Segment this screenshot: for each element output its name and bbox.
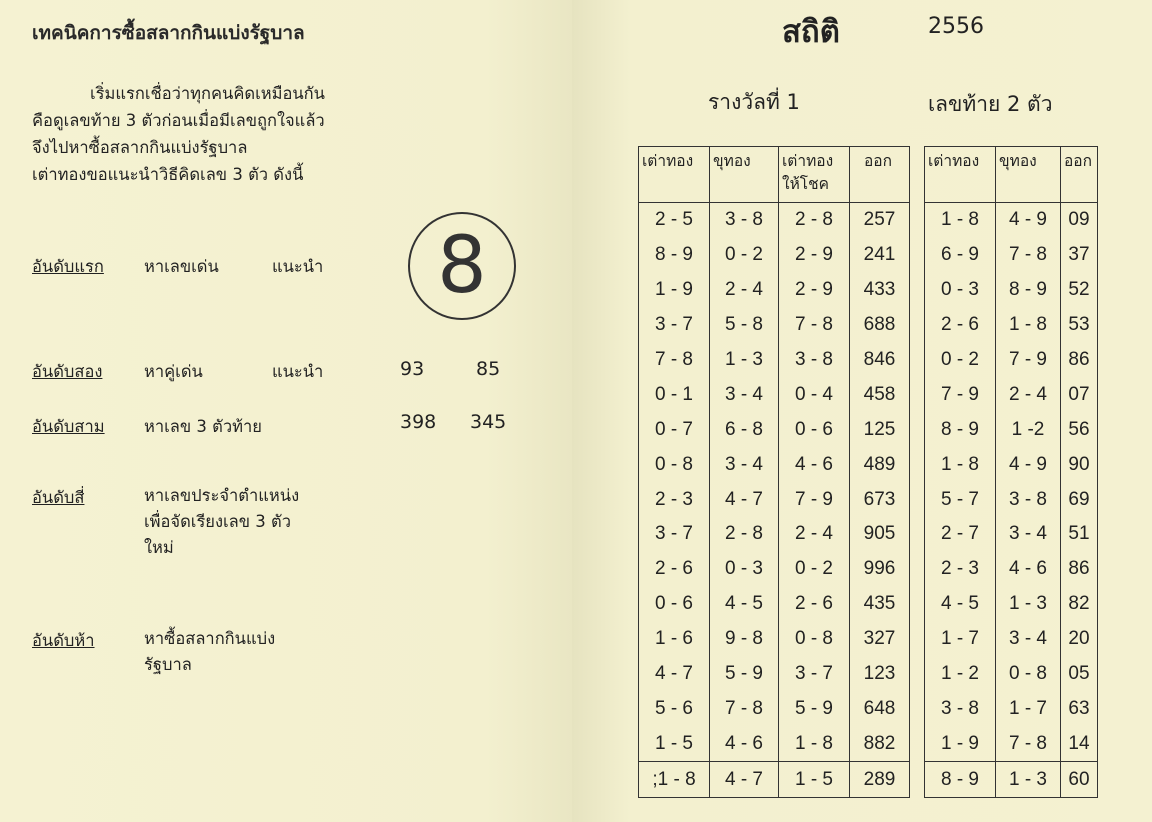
rank-2-number: 85	[476, 358, 501, 380]
table-cell: 4 - 9	[996, 447, 1061, 482]
table-cell: 1 - 8	[996, 308, 1061, 343]
table-cell: 7 - 9	[925, 377, 996, 412]
table-cell: 1 - 7	[925, 622, 996, 657]
table-cell: 5 - 8	[710, 308, 779, 343]
table-row	[639, 308, 910, 343]
table-cell: 327	[850, 622, 910, 657]
table-row	[639, 447, 910, 482]
table-cell: 2 - 6	[779, 587, 850, 622]
table-row	[925, 587, 1098, 622]
table-cell: 458	[850, 377, 910, 412]
table-cell: 09	[1061, 203, 1098, 238]
column-header: ขุทอง	[996, 147, 1061, 203]
intro-line: เริ่มแรกเชื่อว่าทุกคนคิดเหมือนกัน	[90, 84, 325, 103]
table-row	[925, 657, 1098, 692]
table-row	[925, 622, 1098, 657]
rank-1-recommend: แนะนำ	[272, 257, 324, 276]
table-cell: 60	[1061, 762, 1098, 798]
table-cell: 8 - 9	[925, 762, 996, 798]
table-cell: 4 - 9	[996, 203, 1061, 238]
table-row	[639, 412, 910, 447]
table-cell: 5 - 9	[710, 657, 779, 692]
table-cell: 241	[850, 238, 910, 273]
table-cell: 7 - 8	[639, 343, 710, 378]
table-row	[639, 587, 910, 622]
table-cell: 2 - 9	[779, 273, 850, 308]
table-cell: 7 - 8	[710, 691, 779, 726]
table-row	[639, 343, 910, 378]
table-cell: 688	[850, 308, 910, 343]
table-cell: 846	[850, 343, 910, 378]
table-cell: 2 - 3	[925, 552, 996, 587]
table-cell: 0 - 7	[639, 412, 710, 447]
table-row	[925, 517, 1098, 552]
table-cell: 3 - 7	[779, 657, 850, 692]
table-cell: 56	[1061, 412, 1098, 447]
table-cell: 05	[1061, 657, 1098, 692]
table-row	[925, 377, 1098, 412]
table-cell: 3 - 4	[710, 377, 779, 412]
table-row	[639, 517, 910, 552]
table-row	[925, 412, 1098, 447]
column-header: เต่าทอง	[639, 147, 710, 203]
table-cell: 3 - 8	[710, 203, 779, 238]
first-prize-table	[638, 146, 910, 798]
table-cell: 4 - 7	[710, 762, 779, 798]
table-cell: 1 - 8	[925, 447, 996, 482]
rank-1-label: อันดับแรก	[32, 257, 104, 276]
lucky-number: 8	[437, 221, 487, 311]
table-cell: 0 - 3	[925, 273, 996, 308]
table-cell: 489	[850, 447, 910, 482]
rank-4-desc-line: ใหม่	[144, 538, 174, 557]
rank-1-desc: หาเลขเด่น	[144, 257, 219, 276]
table-cell: 2 - 3	[639, 482, 710, 517]
table-cell: 257	[850, 203, 910, 238]
table-cell: 7 - 9	[779, 482, 850, 517]
table-row	[639, 657, 910, 692]
table-row	[925, 308, 1098, 343]
rank-5-desc-line: หาซื้อสลากกินแบ่ง	[144, 629, 276, 648]
table-cell: 673	[850, 482, 910, 517]
table-cell: 0 - 6	[779, 412, 850, 447]
rank-2-label: อันดับสอง	[32, 362, 103, 381]
lucky-number-circle	[408, 212, 516, 320]
table-cell: 2 - 4	[779, 517, 850, 552]
table-cell: 3 - 8	[996, 482, 1061, 517]
table-cell: 07	[1061, 377, 1098, 412]
rank-4-desc-line: เพื่อจัดเรียงเลข 3 ตัว	[144, 512, 292, 531]
table-row	[639, 203, 910, 238]
table-cell: 882	[850, 726, 910, 761]
table-cell: 52	[1061, 273, 1098, 308]
table-cell: 8 - 9	[996, 273, 1061, 308]
table-cell: 648	[850, 691, 910, 726]
table-cell: 3 - 7	[639, 517, 710, 552]
table-cell: 4 - 6	[779, 447, 850, 482]
rank-5-desc-line: รัฐบาล	[144, 655, 192, 674]
table-cell: 996	[850, 552, 910, 587]
intro-paragraph	[32, 80, 372, 188]
table-cell: 8 - 9	[925, 412, 996, 447]
table-cell: 1 - 3	[996, 587, 1061, 622]
table-row	[639, 377, 910, 412]
first-prize-heading: รางวัลที่ 1	[708, 90, 800, 114]
table-cell: 2 - 6	[925, 308, 996, 343]
table-row	[639, 273, 910, 308]
table-cell: 2 - 7	[925, 517, 996, 552]
table-cell: 2 - 5	[639, 203, 710, 238]
stats-title: สถิติ	[782, 14, 840, 50]
rank-3-label: อันดับสาม	[32, 417, 105, 436]
table-cell: 7 - 8	[779, 308, 850, 343]
rank-3-number: 345	[470, 411, 507, 433]
table-cell: 1 - 7	[996, 691, 1061, 726]
table-cell: 2 - 4	[710, 273, 779, 308]
table-cell: 0 - 2	[779, 552, 850, 587]
table-cell: 1 - 9	[925, 726, 996, 761]
table-cell: 2 - 8	[779, 203, 850, 238]
table-row	[925, 691, 1098, 726]
table-cell: 1 - 5	[639, 726, 710, 761]
table-cell: 6 - 8	[710, 412, 779, 447]
intro-line: จึงไปหาซื้อสลากกินแบ่งรัฐบาล	[32, 138, 248, 157]
column-header: ออก	[1061, 147, 1098, 203]
table-cell: 905	[850, 517, 910, 552]
table-cell: 3 - 4	[710, 447, 779, 482]
table-cell: 5 - 9	[779, 691, 850, 726]
table-cell: 1 - 3	[710, 343, 779, 378]
table-cell: 3 - 8	[779, 343, 850, 378]
table-cell: 0 - 8	[996, 657, 1061, 692]
table-cell: 1 - 8	[925, 203, 996, 238]
table-row	[925, 762, 1098, 798]
rank-5-desc	[144, 626, 275, 678]
column-header: ขุทอง	[710, 147, 779, 203]
table-cell: 7 - 9	[996, 343, 1061, 378]
column-header: ออก	[850, 147, 910, 203]
table-cell: 1 -2	[996, 412, 1061, 447]
table-cell: 0 - 4	[779, 377, 850, 412]
table-cell: 4 - 5	[710, 587, 779, 622]
table-cell: 51	[1061, 517, 1098, 552]
table-cell: 1 - 8	[779, 726, 850, 761]
stats-year: 2556	[928, 14, 984, 39]
table-row	[639, 552, 910, 587]
table-cell: 0 - 8	[639, 447, 710, 482]
table-cell: 2 - 9	[779, 238, 850, 273]
table-cell: 4 - 7	[710, 482, 779, 517]
rank-5-label: อันดับห้า	[32, 631, 95, 650]
table-cell: 4 - 6	[996, 552, 1061, 587]
table-cell: 9 - 8	[710, 622, 779, 657]
table-row	[925, 203, 1098, 238]
table-cell: 0 - 8	[779, 622, 850, 657]
table-cell: 3 - 7	[639, 308, 710, 343]
table-cell: 8 - 9	[639, 238, 710, 273]
page-title: เทคนิคการซื้อสลากกินแบ่งรัฐบาล	[32, 22, 305, 44]
table-row	[639, 482, 910, 517]
table-cell: 3 - 4	[996, 622, 1061, 657]
table-cell: 4 - 5	[925, 587, 996, 622]
table-cell: 433	[850, 273, 910, 308]
table-row	[639, 238, 910, 273]
table-cell: 69	[1061, 482, 1098, 517]
last-two-digits-heading: เลขท้าย 2 ตัว	[928, 92, 1053, 116]
intro-line: เต่าทองขอแนะนำวิธีคิดเลข 3 ตัว ดังนี้	[32, 165, 304, 184]
table-cell: 3 - 4	[996, 517, 1061, 552]
rank-4-label: อันดับสี่	[32, 488, 85, 507]
table-cell: 14	[1061, 726, 1098, 761]
table-cell: 2 - 4	[996, 377, 1061, 412]
table-cell: 20	[1061, 622, 1098, 657]
table-cell: 123	[850, 657, 910, 692]
table-row	[639, 762, 910, 798]
table-cell: 0 - 1	[639, 377, 710, 412]
table-cell: 7 - 8	[996, 238, 1061, 273]
table-cell: 2 - 8	[710, 517, 779, 552]
table-cell: 6 - 9	[925, 238, 996, 273]
column-header: เต่าทอง	[925, 147, 996, 203]
table-cell: 1 - 5	[779, 762, 850, 798]
table-cell: 86	[1061, 343, 1098, 378]
last-two-digits-table	[924, 146, 1098, 798]
table-row	[925, 343, 1098, 378]
table-cell: 3 - 8	[925, 691, 996, 726]
table-cell: 125	[850, 412, 910, 447]
table-cell: 0 - 2	[710, 238, 779, 273]
rank-2-number: 93	[400, 358, 425, 380]
table-cell: 4 - 7	[639, 657, 710, 692]
table-cell: 0 - 2	[925, 343, 996, 378]
table-row	[639, 726, 910, 761]
table-row	[925, 273, 1098, 308]
table-row	[925, 238, 1098, 273]
table-cell: 435	[850, 587, 910, 622]
table-cell: 4 - 6	[710, 726, 779, 761]
table-cell: 86	[1061, 552, 1098, 587]
table-row	[925, 552, 1098, 587]
table-cell: 0 - 6	[639, 587, 710, 622]
table-row	[925, 726, 1098, 761]
table-cell: 5 - 6	[639, 691, 710, 726]
table-cell: 2 - 6	[639, 552, 710, 587]
rank-2-desc: หาคู่เด่น	[144, 362, 203, 381]
table-cell: 1 - 9	[639, 273, 710, 308]
table-cell: 1 - 6	[639, 622, 710, 657]
rank-3-number: 398	[400, 411, 437, 433]
table-cell: 63	[1061, 691, 1098, 726]
intro-line: คือดูเลขท้าย 3 ตัวก่อนเมื่อมีเลขถูกใจแล้ว	[32, 111, 325, 130]
table-row	[925, 482, 1098, 517]
rank-3-desc: หาเลข 3 ตัวท้าย	[144, 417, 262, 436]
column-header: เต่าทอง ให้โชค	[779, 147, 850, 203]
table-cell: 5 - 7	[925, 482, 996, 517]
table-cell: 1 - 3	[996, 762, 1061, 798]
table-cell: 7 - 8	[996, 726, 1061, 761]
table-cell: 53	[1061, 308, 1098, 343]
table-cell: 90	[1061, 447, 1098, 482]
table-row	[639, 691, 910, 726]
table-cell: ;1 - 8	[639, 762, 710, 798]
table-cell: 289	[850, 762, 910, 798]
rank-4-desc-line: หาเลขประจำตำแหน่ง	[144, 486, 300, 505]
table-cell: 37	[1061, 238, 1098, 273]
table-cell: 82	[1061, 587, 1098, 622]
table-cell: 1 - 2	[925, 657, 996, 692]
table-row	[925, 447, 1098, 482]
rank-2-recommend: แนะนำ	[272, 362, 324, 381]
table-row	[639, 622, 910, 657]
rank-4-desc	[144, 483, 299, 561]
table-cell: 0 - 3	[710, 552, 779, 587]
